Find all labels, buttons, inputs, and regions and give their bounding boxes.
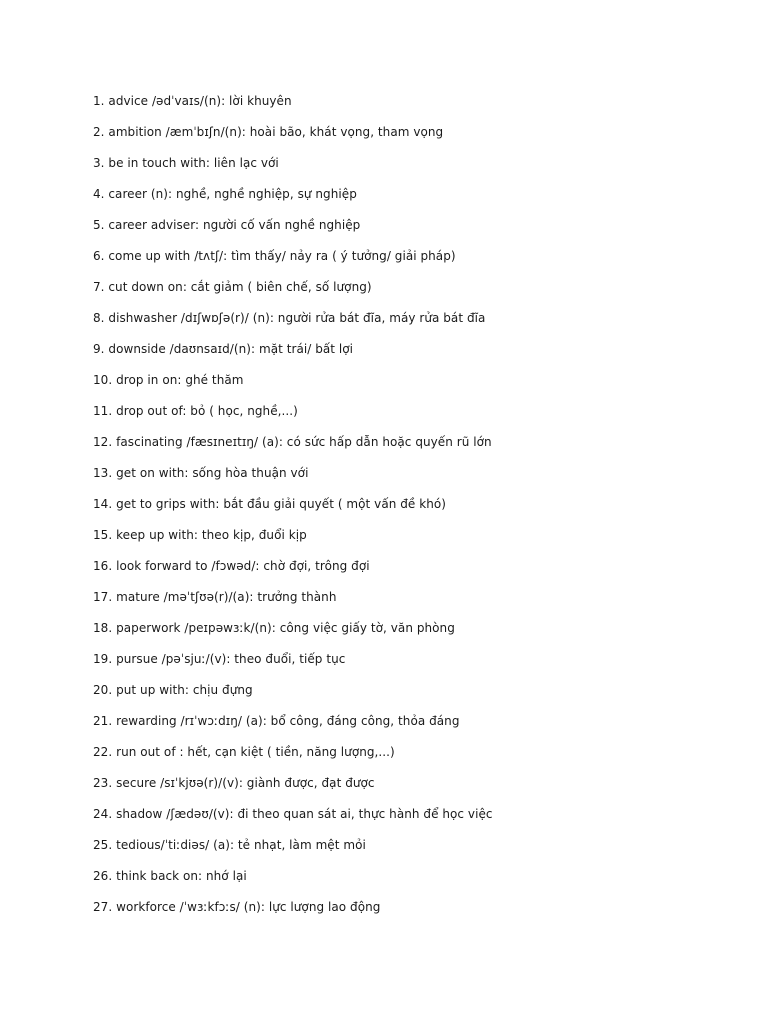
vocab-entry-25: 25. tedious/ˈtiːdiəs/ (a): tẻ nhạt, làm mệt mỏi: [93, 838, 366, 852]
vocab-entry-23: 23. secure /sɪˈkjʊə(r)/(v): giành được, đạt được: [93, 776, 375, 790]
vocab-entry-9: 9. downside /daʊnsaɪd/(n): mặt trái/ bất lợi: [93, 342, 354, 356]
vocab-entry-24: 24. shadow /ʃædəʊ/(v): đi theo quan sát ai, thực hành để học việc: [93, 807, 493, 821]
vocab-entry-14: 14. get to grips with: bắt đầu giải quyết ( một vấn đề khó): [93, 497, 446, 511]
vocab-entry-4: 4. career (n): nghề, nghề nghiệp, sự nghiệp: [93, 187, 357, 201]
vocab-entry-15: 15. keep up with: theo kịp, đuổi kịp: [93, 528, 307, 542]
vocab-entry-10: 10. drop in on: ghé thăm: [93, 373, 244, 387]
vocab-entry-13: 13. get on with: sống hòa thuận với: [93, 466, 309, 480]
vocab-entry-26: 26. think back on: nhớ lại: [93, 869, 247, 883]
vocab-entry-19: 19. pursue /pəˈsjuː/(v): theo đuổi, tiếp tục: [93, 652, 346, 666]
vocab-entry-27: 27. workforce /ˈwɜːkfɔːs/ (n): lực lượng lao động: [93, 900, 381, 914]
vocab-entry-5: 5. career adviser: người cố vấn nghề nghiệp: [93, 218, 361, 232]
vocab-entry-20: 20. put up with: chịu đựng: [93, 683, 253, 697]
vocab-entry-2: 2. ambition /æmˈbɪʃn/(n): hoài bão, khát vọng, tham vọng: [93, 125, 444, 139]
vocab-entry-11: 11. drop out of: bỏ ( học, nghề,...): [93, 404, 298, 418]
vocab-entry-22: 22. run out of : hết, cạn kiệt ( tiền, năng lượng,...): [93, 745, 395, 759]
vocab-entry-18: 18. paperwork /peɪpəwɜːk/(n): công việc giấy tờ, văn phòng: [93, 621, 455, 635]
vocab-entry-6: 6. come up with /tʌtʃ/: tìm thấy/ nảy ra ( ý tưởng/ giải pháp): [93, 249, 456, 263]
vocab-entry-17: 17. mature /məˈtʃʊə(r)/(a): trưởng thành: [93, 590, 337, 604]
vocab-entry-8: 8. dishwasher /dɪʃwɒʃə(r)/ (n): người rửa bát đĩa, máy rửa bát đĩa: [93, 311, 486, 325]
vocab-entry-7: 7. cut down on: cắt giảm ( biên chế, số lượng): [93, 280, 372, 294]
vocabulary-list: [93, 90, 733, 927]
vocab-entry-1: 1. advice /ədˈvaɪs/(n): lời khuyên: [93, 94, 292, 108]
vocab-entry-3: 3. be in touch with: liên lạc với: [93, 156, 279, 170]
vocab-entry-21: 21. rewarding /rɪˈwɔːdɪŋ/ (a): bổ công, đáng công, thỏa đáng: [93, 714, 460, 728]
vocab-entry-16: 16. look forward to /fɔwəd/: chờ đợi, trông đợi: [93, 559, 370, 573]
vocab-entry-12: 12. fascinating /fæsɪneɪtɪŋ/ (a): có sức hấp dẫn hoặc quyến rũ lớn: [93, 435, 492, 449]
